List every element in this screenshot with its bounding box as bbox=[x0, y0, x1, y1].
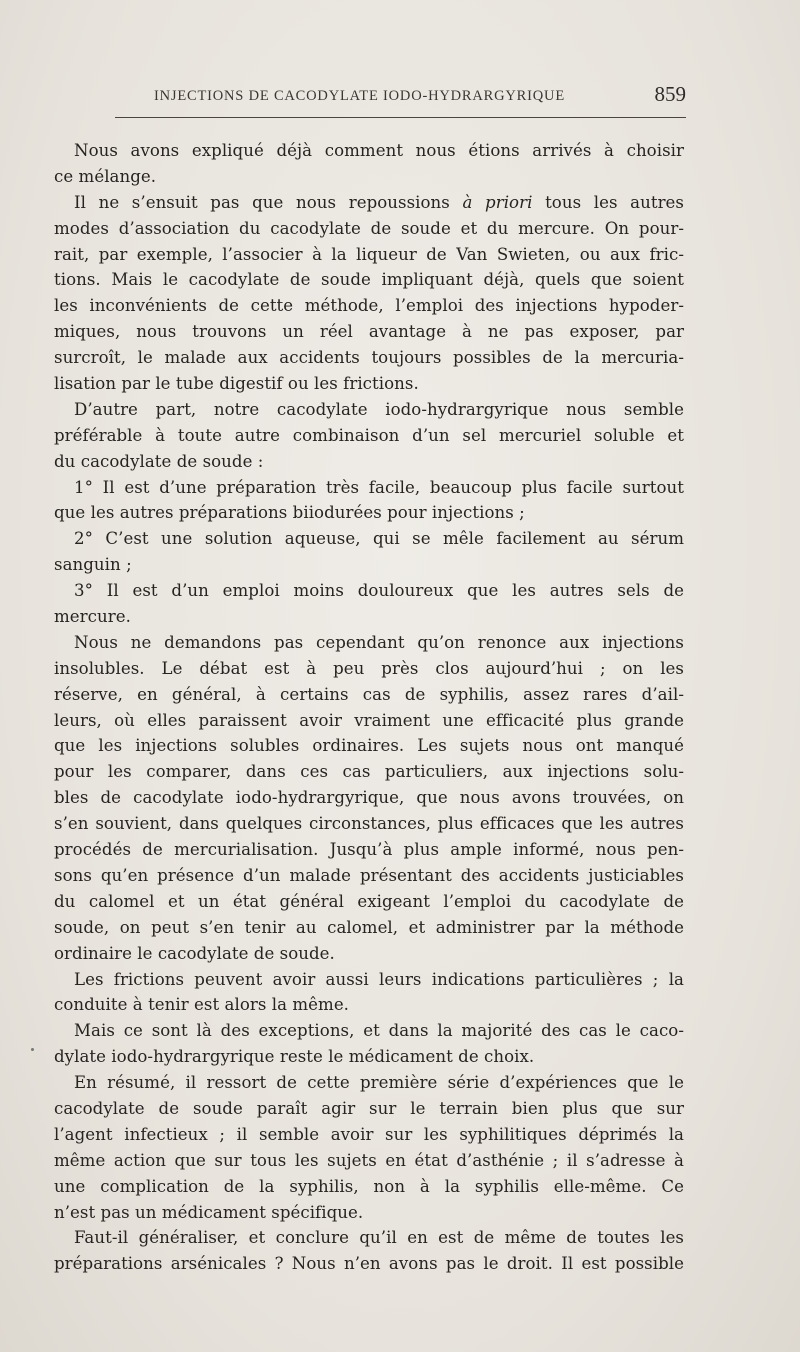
text-line bbox=[54, 863, 684, 889]
text-line bbox=[54, 423, 684, 449]
text-line bbox=[54, 759, 684, 785]
text-line bbox=[54, 319, 684, 345]
text-segment: s’en souvient, dans quelques circonstances, plus efficaces que les autres bbox=[54, 814, 684, 834]
text-segment: soude, on peut s’en tenir au calomel, et administrer par la méthode bbox=[54, 917, 684, 937]
text-line bbox=[54, 604, 684, 630]
text-segment: 2° C’est une solution aqueuse, qui se mêle facilement au sérum bbox=[74, 529, 684, 549]
text-segment: 3° Il est d’un emploi moins douloureux que les autres sels de bbox=[74, 581, 684, 601]
text-line bbox=[54, 293, 684, 319]
text-segment: ordinaire le cacodylate de soude. bbox=[54, 943, 335, 963]
text-segment: que les autres préparations biiodurées pour injections ; bbox=[54, 503, 525, 523]
text-line bbox=[54, 708, 684, 734]
text-segment: même action que sur tous les sujets en état d’asthénie ; il s’adresse à bbox=[54, 1150, 684, 1170]
text-line bbox=[54, 785, 684, 811]
text-line bbox=[54, 1096, 684, 1122]
text-line bbox=[54, 889, 684, 915]
text-segment: sanguin ; bbox=[54, 555, 132, 575]
text-line bbox=[54, 1044, 684, 1070]
page-header bbox=[60, 80, 686, 110]
text-line bbox=[54, 1225, 684, 1251]
text-segment: pour les comparer, dans ces cas particuliers, aux injections solu- bbox=[54, 762, 684, 782]
text-line bbox=[54, 1251, 684, 1277]
text-line bbox=[54, 578, 684, 604]
text-line bbox=[54, 267, 684, 293]
text-line bbox=[54, 967, 684, 993]
text-line bbox=[54, 992, 684, 1018]
text-segment: Faut-il généraliser, et conclure qu’il en est de même de toutes les bbox=[74, 1228, 684, 1248]
text-line bbox=[54, 1148, 684, 1174]
text-segment: Nous ne demandons pas cependant qu’on renonce aux injections bbox=[74, 632, 684, 652]
ink-speck bbox=[31, 1048, 34, 1051]
text-line bbox=[54, 630, 684, 656]
italic-phrase: à priori bbox=[462, 192, 533, 212]
text-line bbox=[54, 811, 684, 837]
text-line bbox=[54, 526, 684, 552]
text-segment: Nous avons expliqué déjà comment nous étions arrivés à choisir bbox=[74, 141, 684, 160]
text-line bbox=[54, 1174, 684, 1200]
text-segment: leurs, où elles paraissent avoir vraiment une efficacité plus grande bbox=[54, 710, 684, 730]
text-segment: surcroît, le malade aux accidents toujours possibles de la mercuria- bbox=[54, 348, 684, 368]
text-segment: tions. Mais le cacodylate de soude impliquant déjà, quels que soient bbox=[54, 270, 684, 290]
text-segment: Les frictions peuvent avoir aussi leurs indications particulières ; la bbox=[74, 969, 684, 989]
text-segment: lisation par le tube digestif ou les frictions. bbox=[54, 374, 419, 394]
text-segment: rait, par exemple, l’associer à la liqueur de Van Swieten, ou aux fric- bbox=[54, 244, 684, 264]
text-segment: les inconvénients de cette méthode, l’emploi des injections hypoder- bbox=[54, 296, 684, 316]
text-line bbox=[54, 242, 684, 268]
text-line bbox=[54, 1070, 684, 1096]
text-line bbox=[54, 1200, 684, 1226]
running-head: INJECTIONS DE CACODYLATE IODO-HYDRARGYRIQUE bbox=[154, 88, 565, 104]
text-line bbox=[54, 1018, 684, 1044]
text-segment: ce mélange. bbox=[54, 166, 157, 186]
text-segment: tous les autres bbox=[532, 192, 684, 212]
text-line bbox=[54, 656, 684, 682]
text-line bbox=[54, 138, 684, 164]
text-line bbox=[54, 682, 684, 708]
text-line bbox=[54, 164, 684, 190]
body-text bbox=[54, 138, 684, 1277]
text-line bbox=[54, 915, 684, 941]
text-segment: conduite à tenir est alors la même. bbox=[54, 995, 350, 1015]
text-segment: dylate iodo-hydrargyrique reste le médicament de choix. bbox=[54, 1047, 535, 1067]
text-segment: du calomel et un état général exigeant l’emploi du cacodylate de bbox=[54, 891, 684, 911]
text-segment: Mais ce sont là des exceptions, et dans la majorité des cas le caco- bbox=[74, 1021, 684, 1041]
text-segment: modes d’association du cacodylate de soude et du mercure. On pour- bbox=[54, 218, 684, 238]
text-line bbox=[54, 397, 684, 423]
text-segment: procédés de mercurialisation. Jusqu’à plus ample informé, nous pen- bbox=[54, 840, 684, 860]
text-segment: l’agent infectieux ; il semble avoir sur les syphilitiques déprimés la bbox=[54, 1124, 684, 1144]
text-segment: préparations arsénicales ? Nous n’en avons pas le droit. Il est possible bbox=[54, 1254, 684, 1274]
text-segment: une complication de la syphilis, non à la syphilis elle-même. Ce bbox=[54, 1176, 684, 1196]
text-segment: cacodylate de soude paraît agir sur le terrain bien plus que sur bbox=[54, 1098, 684, 1118]
text-line bbox=[54, 475, 684, 501]
text-line bbox=[54, 345, 684, 371]
text-segment: insolubles. Le débat est à peu près clos aujourd’hui ; on les bbox=[54, 658, 684, 678]
text-line bbox=[54, 941, 684, 967]
text-segment: préférable à toute autre combinaison d’un sel mercuriel soluble et bbox=[54, 425, 684, 445]
text-segment: D’autre part, notre cacodylate iodo-hydrargyrique nous semble bbox=[74, 399, 684, 419]
text-line bbox=[54, 216, 684, 242]
page-number: 859 bbox=[654, 82, 686, 106]
text-segment: n’est pas un médicament spécifique. bbox=[54, 1202, 364, 1222]
text-segment: En résumé, il ressort de cette première série d’expériences que le bbox=[74, 1073, 684, 1093]
text-line bbox=[54, 733, 684, 759]
text-line bbox=[54, 371, 684, 397]
text-line bbox=[54, 837, 684, 863]
header-rule bbox=[115, 117, 686, 118]
text-line bbox=[54, 500, 684, 526]
text-segment: sons qu’en présence d’un malade présentant des accidents justiciables bbox=[54, 865, 684, 885]
text-line bbox=[54, 449, 684, 475]
text-segment: mercure. bbox=[54, 607, 131, 627]
text-line bbox=[54, 1122, 684, 1148]
text-segment: bles de cacodylate iodo-hydrargyrique, que nous avons trouvées, on bbox=[54, 788, 684, 808]
text-line bbox=[54, 190, 684, 216]
text-segment: du cacodylate de soude : bbox=[54, 451, 264, 471]
text-segment: Il ne s’ensuit pas que nous repoussions bbox=[74, 192, 463, 212]
text-line bbox=[54, 552, 684, 578]
text-segment: que les injections solubles ordinaires. Les sujets nous ont manqué bbox=[54, 736, 684, 756]
text-segment: 1° Il est d’une préparation très facile, beaucoup plus facile surtout bbox=[74, 477, 684, 497]
text-segment: réserve, en général, à certains cas de syphilis, assez rares d’ail- bbox=[54, 684, 684, 704]
text-segment: miques, nous trouvons un réel avantage à ne pas exposer, par bbox=[54, 322, 684, 342]
